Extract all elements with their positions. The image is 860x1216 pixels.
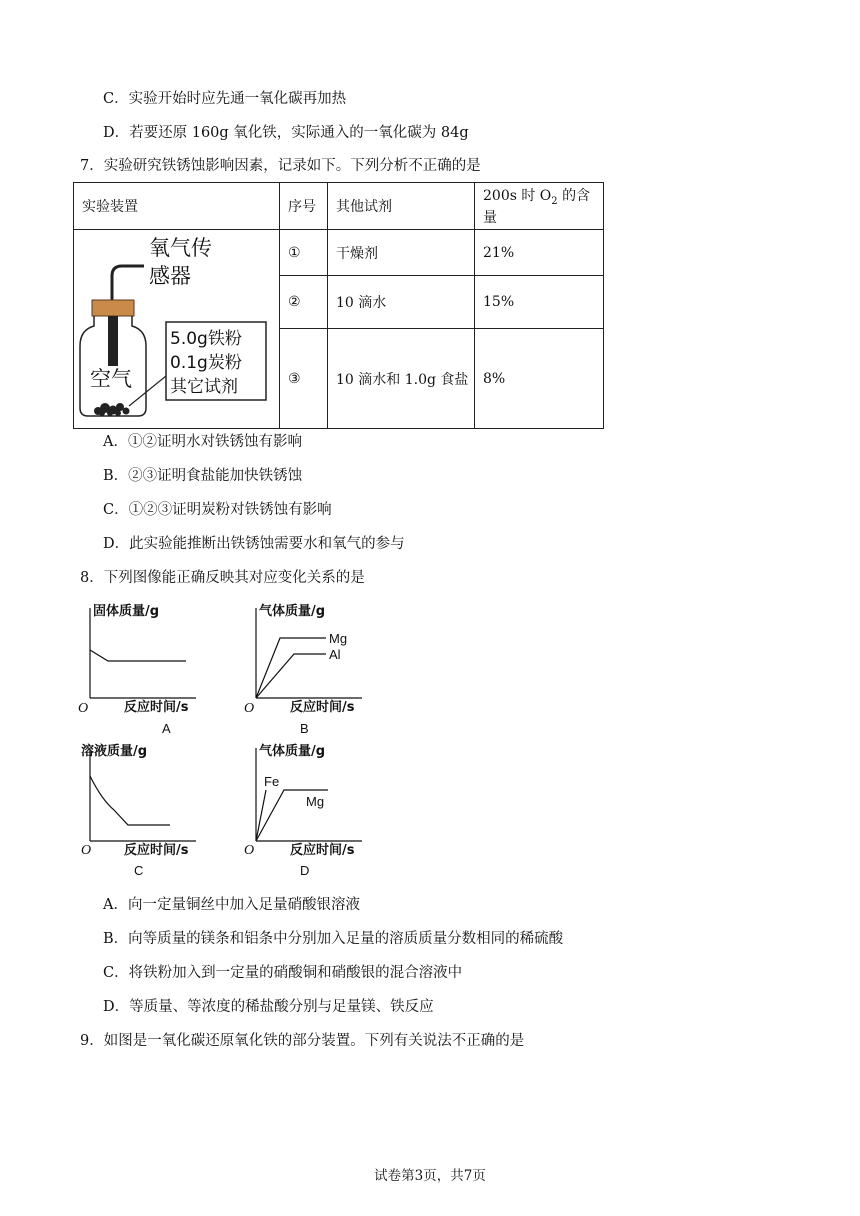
graph-a-curve [90, 650, 186, 661]
q7-option-c: C．①②③证明炭粉对铁锈蚀有影响 [103, 502, 332, 518]
graph-b-curve-mg [256, 638, 326, 698]
sensor-label-2: 感器 [149, 264, 191, 288]
graph-b-caption: B [300, 721, 309, 736]
graph-d-origin: O [244, 843, 255, 858]
header-reagent: 其他试剂 [328, 183, 475, 230]
air-label: 空气 [90, 367, 132, 391]
table-row [74, 230, 604, 276]
graph-d-series-fe: Fe [264, 774, 280, 789]
graph-c-caption: C [134, 863, 144, 878]
graph-a [76, 598, 206, 738]
graph-b-origin: O [244, 701, 255, 716]
row3-o2: 8% [475, 329, 604, 429]
q7-option-a: A．①②证明水对铁锈蚀有影响 [103, 434, 302, 450]
graph-d-series-mg: Mg [306, 794, 325, 809]
graph-d-caption: D [300, 863, 310, 878]
graph-b-curve-al [256, 654, 326, 698]
graph-a-origin: O [78, 701, 89, 716]
graph-c-curve [90, 776, 170, 825]
graph-c-ylabel: 溶液质量/g [81, 744, 148, 759]
graph-c-xlabel: 反应时间/s [124, 843, 189, 858]
sensor-label-1: 氧气传 [149, 236, 212, 260]
row1-reagent: 干燥剂 [328, 230, 475, 276]
q7-option-b: B．②③证明食盐能加快铁锈蚀 [103, 468, 303, 484]
header-number: 序号 [280, 183, 328, 230]
graph-a-xlabel: 反应时间/s [124, 700, 189, 715]
row2-reagent: 10 滴水 [328, 276, 475, 329]
graph-b [242, 598, 372, 738]
graph-d [242, 738, 372, 878]
header-apparatus: 实验装置 [74, 183, 280, 230]
q6-option-c: C．实验开始时应先通一氧化碳再加热 [103, 91, 347, 107]
row3-reagent: 10 滴水和 1.0g 食盐 [328, 329, 475, 429]
q8-option-c: C．将铁粉加入到一定量的硝酸铜和硝酸银的混合溶液中 [103, 965, 463, 981]
box-line-3: 其它试剂 [170, 377, 238, 397]
graph-c-origin: O [81, 843, 92, 858]
page-footer: 试卷第3页，共7页 [374, 1168, 486, 1184]
q8-stem: 8．下列图像能正确反映其对应变化关系的是 [80, 570, 365, 586]
header-o2: 200s 时 $O_2$ 的含量 [475, 183, 604, 230]
q7-stem: 7．实验研究铁锈蚀影响因素，记录如下。下列分析不正确的是 [80, 158, 481, 174]
row1-number: ① [280, 230, 328, 276]
graph-c [76, 738, 206, 878]
row1-o2: 21% [475, 230, 604, 276]
apparatus-cell [74, 230, 280, 429]
q8-option-a: A．向一定量铜丝中加入足量硝酸银溶液 [103, 897, 360, 913]
row2-o2: 15% [475, 276, 604, 329]
q7-table [73, 182, 604, 429]
table-header-row [74, 183, 604, 230]
q9-stem: 9．如图是一氧化碳还原氧化铁的部分装置。下列有关说法不正确的是 [80, 1033, 525, 1049]
graph-d-xlabel: 反应时间/s [290, 843, 355, 858]
stopper-icon [92, 300, 134, 316]
graph-b-ylabel: 气体质量/g [259, 604, 326, 619]
box-line-2: 0.1g炭粉 [170, 353, 242, 373]
graph-d-curve-mg [256, 790, 266, 841]
q6-option-d: D．若要还原 160g 氧化铁，实际通入的一氧化碳为 84g [103, 125, 469, 141]
q7-option-d: D．此实验能推断出铁锈蚀需要水和氧气的参与 [103, 536, 405, 552]
graph-b-xlabel: 反应时间/s [290, 700, 355, 715]
q8-option-d: D．等质量、等浓度的稀盐酸分别与足量镁、铁反应 [103, 999, 434, 1015]
q8-option-b: B．向等质量的镁条和铝条中分别加入足量的溶质质量分数相同的稀硫酸 [103, 931, 564, 947]
iron-powder-icon [94, 403, 130, 416]
box-line-1: 5.0g铁粉 [170, 329, 242, 349]
graph-d-ylabel: 气体质量/g [259, 744, 326, 759]
graph-a-ylabel: 固体质量/g [93, 604, 160, 619]
graph-a-caption: A [162, 721, 171, 736]
graph-b-series-mg: Mg [329, 631, 348, 646]
row3-number: ③ [280, 329, 328, 429]
graph-b-series-al: Al [329, 647, 341, 662]
row2-number: ② [280, 276, 328, 329]
apparatus-diagram [74, 230, 279, 424]
